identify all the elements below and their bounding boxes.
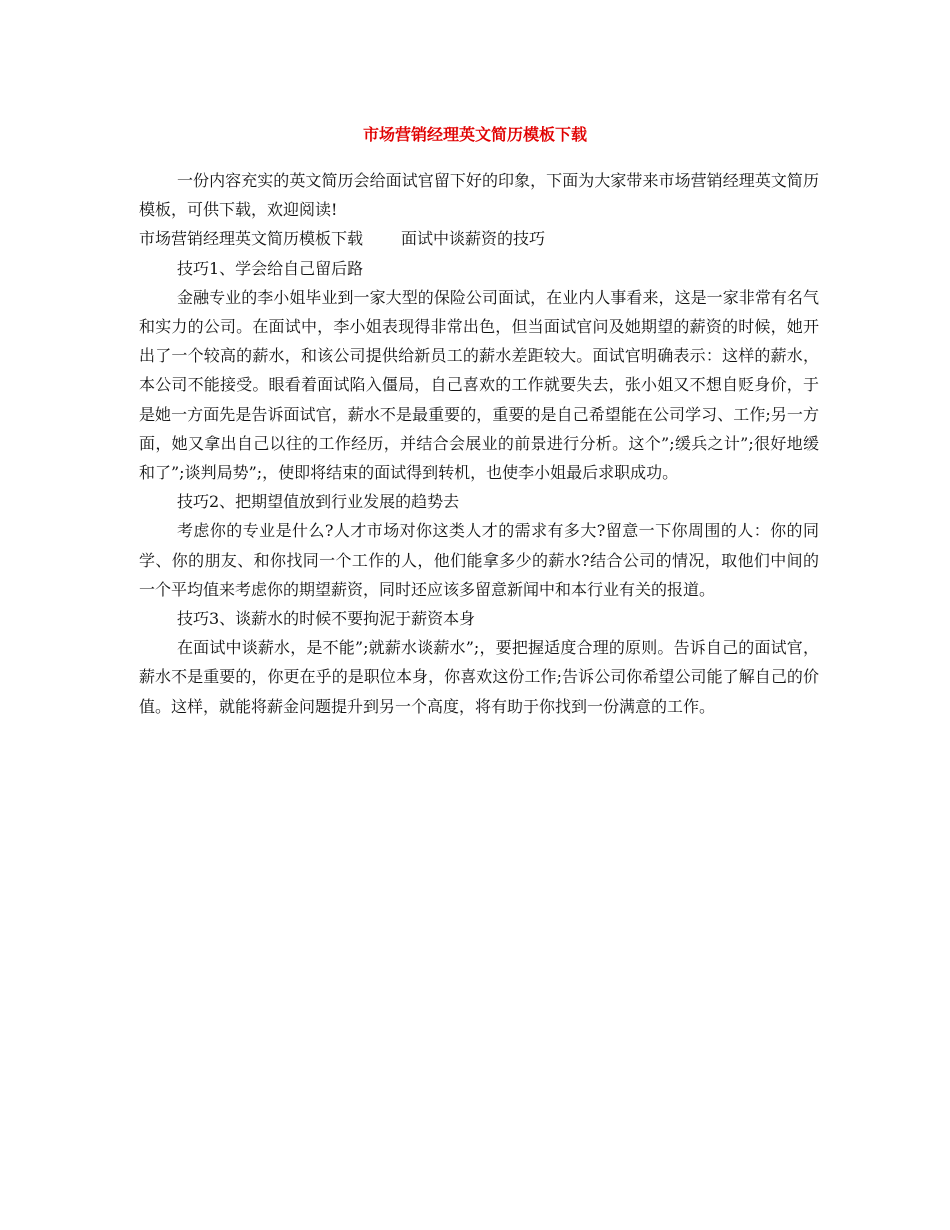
- intro-paragraph: 一份内容充实的英文简历会给面试官留下好的印象，下面为大家带来市场营销经理英文简历模板，可供下载，欢迎阅读!: [139, 171, 819, 220]
- tip3-paragraph: 在面试中谈薪水，是不能”;就薪水谈薪水”;，要把握适度合理的原则。告诉自己的面试官，薪水不是重要的，你更在乎的是职位本身，你喜欢这份工作;告诉公司你希望公司能了解自己的价值。这样，就能将薪金问题提升到另一个高度，将有助于你找到一份满意的工作。: [139, 638, 819, 716]
- tip2-heading: 技巧2、把期望值放到行业发展的趋势去: [177, 492, 460, 512]
- tip1-heading: 技巧1、学会给自己留后路: [177, 258, 364, 278]
- subheading-left: 市场营销经理英文简历模板下载: [139, 229, 364, 249]
- document-body: [139, 166, 819, 721]
- subheading-right: 面试中谈薪资的技巧: [401, 229, 546, 249]
- subheading-line: [139, 224, 819, 253]
- tip3-heading: 技巧3、谈薪水的时候不要拘泥于薪资本身: [177, 609, 476, 629]
- tip1-paragraph: 金融专业的李小姐毕业到一家大型的保险公司面试，在业内人事看来，这是一家非常有名气和实力的公司。在面试中，李小姐表现得非常出色，但当面试官问及她期望的薪资的时候，她开出了一个较高的薪水，和该公司提供给新员工的薪水差距较大。面试官明确表示：这样的薪水，本公司不能接受。眼看着面试陷入僵局，自己喜欢的工作就要失去，张小姐又不想自贬身价，于是她一方面先是告诉面试官，薪水不是最重要的，重要的是自己希望能在公司学习、工作;另一方面，她又拿出自己以往的工作经历，并结合会展业的前景进行分析。这个”;缓兵之计”;很好地缓和了”;谈判局势”;，使即将结束的面试得到转机，也使李小姐最后求职成功。: [139, 287, 819, 483]
- document-title: 市场营销经理英文简历模板下载: [362, 125, 587, 144]
- tip2-paragraph: 考虑你的专业是什么?人才市场对你这类人才的需求有多大?留意一下你周围的人：你的同学、你的朋友、和你找同一个工作的人，他们能拿多少的薪水?结合公司的情况，取他们中间的一个平均值来考虑你的期望薪资，同时还应该多留意新闻中和本行业有关的报道。: [139, 521, 819, 599]
